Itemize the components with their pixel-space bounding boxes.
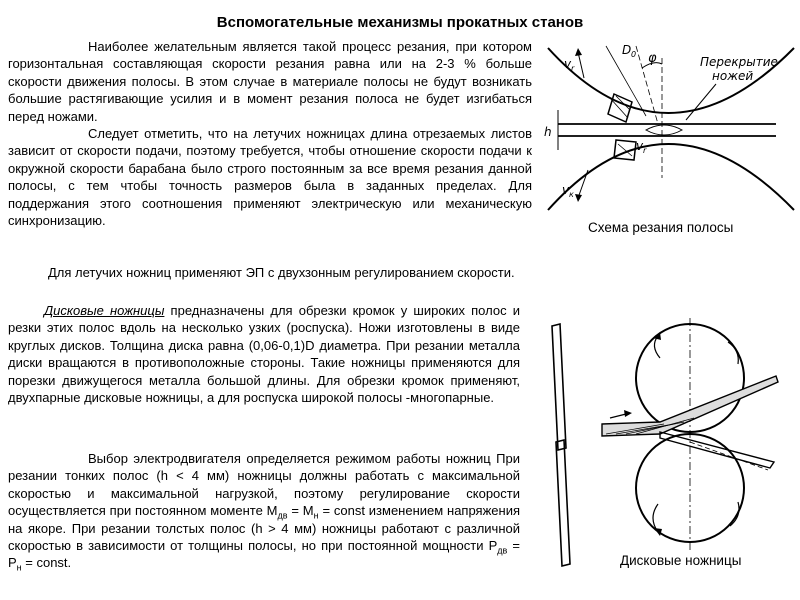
svg-text:r: r bbox=[643, 146, 647, 155]
disk-shears-diagram bbox=[540, 318, 790, 568]
sub-n: н bbox=[313, 510, 319, 521]
label-v-lower: v bbox=[562, 183, 570, 197]
motor-selection-text-b: При резании тонких полос (h < 4 мм) ножницы должны работать с максимальной скоростью и максимальной нагрузкой, поэтому регулирование скорости осуществляется при постоянном моменте М bbox=[8, 451, 520, 519]
sub-dv2: дв bbox=[497, 545, 508, 556]
label-overlap-2: ножей bbox=[712, 69, 754, 83]
disk-side-lower bbox=[556, 440, 570, 566]
svg-text:0: 0 bbox=[631, 50, 637, 59]
motor-selection-intro: Выбор электродвигателя определяется режимом работы ножниц bbox=[88, 451, 491, 466]
paragraph-motor-selection bbox=[8, 450, 520, 572]
paragraph-flying-shears-drive: Для летучих ножниц применяют ЭП с двухзонным регулированием скорости. bbox=[48, 265, 515, 280]
svg-text:к: к bbox=[569, 190, 574, 199]
motor-selection-text-c: = М bbox=[287, 503, 314, 519]
label-d0: D bbox=[622, 43, 632, 57]
strip-cutting-diagram bbox=[536, 38, 798, 210]
label-v-knife: v bbox=[636, 139, 644, 153]
motor-selection-text-f: = const. bbox=[21, 555, 72, 571]
lower-drum-arc bbox=[548, 144, 794, 210]
figure-caption-disk-shears: Дисковые ножницы bbox=[620, 553, 742, 568]
svg-text:r: r bbox=[571, 64, 575, 73]
label-overlap-1: Перекрытие bbox=[700, 55, 778, 69]
paragraph-disk-shears bbox=[8, 302, 520, 406]
paragraph-flying-shears-text: Следует отметить, что на летучих ножницах длина отрезаемых листов зависит от скорости подачи, поэтому требуется, чтобы отношение скорости подачи к окружной скорости барабана было строго постоянным за все время резания данной полосы, с тем чтобы точность размеров была в заданных пределах. Для поддержания этого соотношения применяют электрическую или механическую синхронизацию. bbox=[8, 126, 532, 229]
figure-caption-strip-cutting: Схема резания полосы bbox=[588, 220, 734, 235]
disk-side-upper bbox=[552, 324, 566, 450]
sub-n2: н bbox=[16, 563, 22, 574]
disk-shears-text: предназначены для обрезки кромок у широких полос и резки этих полос вдоль на несколько узких (роспуска). Ножи изготовлены в виде круглых дисков. Толщина диска равна (0,06-0,1)D диаметра. При резании металла диски вращаются в противоположные стороны. Такие ножницы применяются для порезки движущегося металла большой длины. Для обрезки кромок применяют, двухпарные дисковые ножницы, а для роспуска широкой полосы -многопарные. bbox=[8, 303, 520, 406]
page-title: Вспомогательные механизмы прокатных станов bbox=[216, 14, 584, 31]
label-phi: φ bbox=[648, 51, 657, 66]
label-h: h bbox=[544, 125, 552, 139]
motor-selection-text-e: = Р bbox=[8, 538, 520, 571]
paragraph-cutting-process-text: Наиболее желательным является такой процесс резания, при котором горизонтальная составляющая скорости резания равна или на 2-3 % больше скорости движения полосы. В этом случае в материале полосы не будут возникать большие растягивающие усилия и в момент резания полоса не будет изгибаться перед ножами. bbox=[8, 39, 532, 124]
disk-shears-term: Дисковые ножницы bbox=[44, 303, 165, 318]
motor-selection-text-d: = const изменением напряжения на якоре. При резании толстых полос (h > 4 мм) ножницы работают с различной скоростью в зависимости от толщины полосы, но при постоянной мощности Р bbox=[8, 503, 521, 554]
paragraph-cutting-process bbox=[8, 38, 532, 229]
sub-dv: дв bbox=[277, 510, 288, 521]
label-v-upper: v bbox=[564, 57, 572, 71]
